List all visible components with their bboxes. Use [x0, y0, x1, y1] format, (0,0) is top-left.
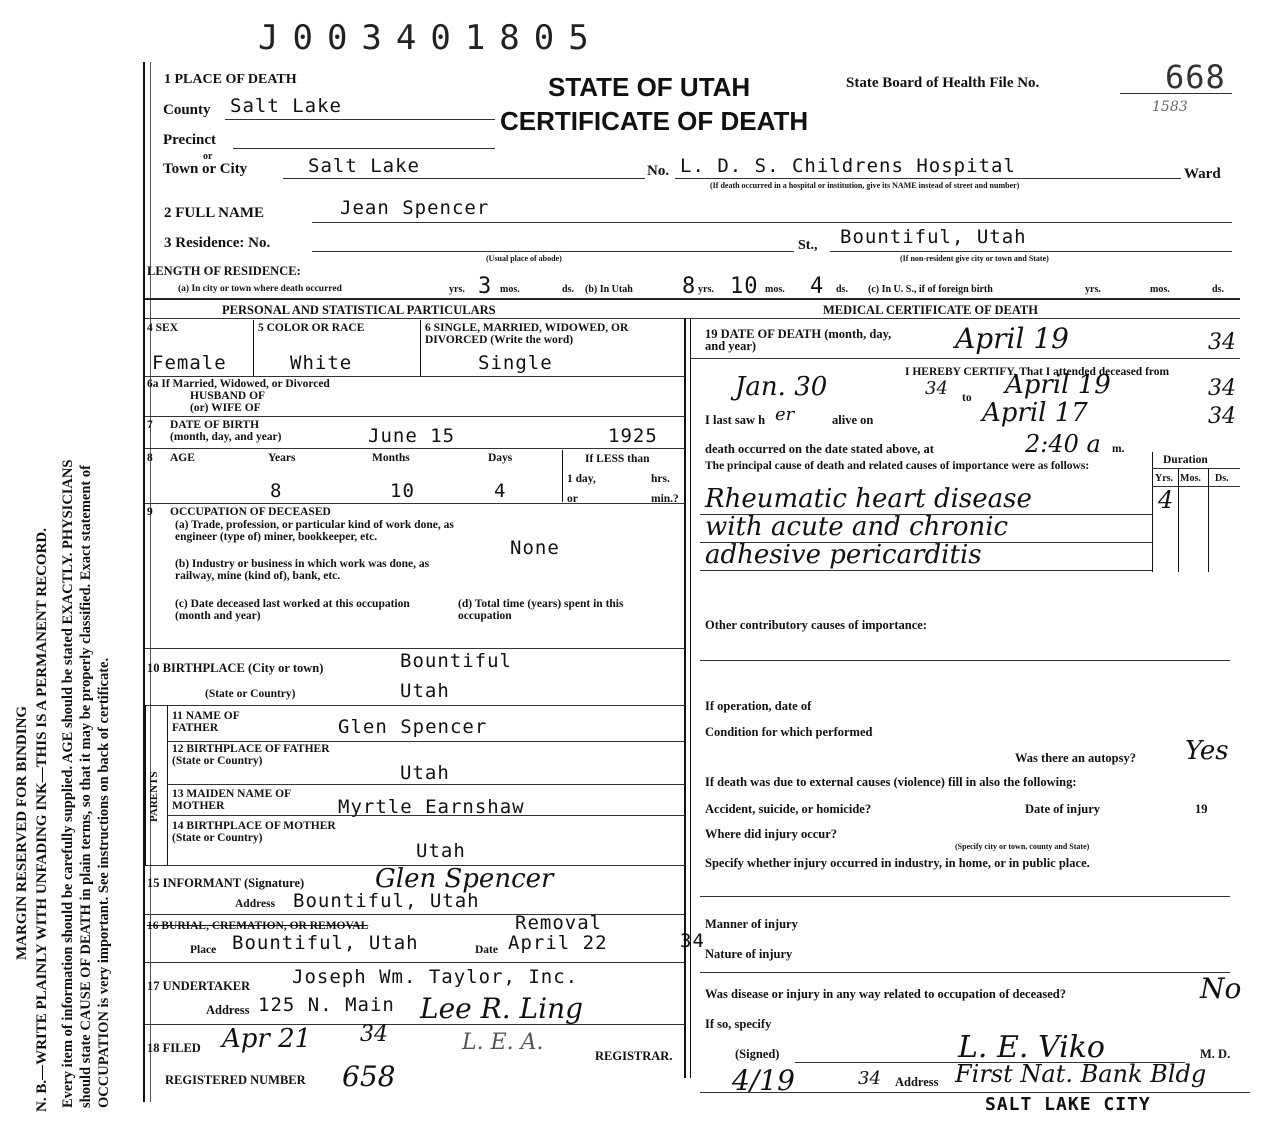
occ-a-label: (a) Trade, profession, or particular kind of work done, as engineer (type of) miner, bookkeeper, etc.	[175, 519, 454, 543]
last-seen-date: April 17	[982, 398, 1088, 428]
or-label-age: or	[567, 493, 578, 505]
registered-number: 658	[342, 1060, 396, 1093]
certify-label: I HEREBY CERTIFY, That I attended deceased from	[905, 366, 1170, 378]
to-label: to	[962, 392, 972, 404]
city-label: Town or City	[163, 161, 248, 177]
burial-place-label: Place	[190, 944, 217, 956]
residence-value: Bountiful, Utah	[840, 226, 1027, 248]
undertaker-signature: Lee R. Ling	[420, 992, 584, 1025]
registrar-signature: L. E. A.	[462, 1030, 544, 1055]
hospital-note: (If death occurred in a hospital or institution, give its NAME instead of street and number)	[710, 181, 1020, 190]
physician-address-label: Address	[895, 1075, 939, 1089]
signed-year: 34	[858, 1068, 881, 1089]
other-causes-label: Other contributory causes of importance:	[705, 618, 927, 632]
birth-state-label: (State or Country)	[205, 688, 296, 700]
residence-note: (Usual place of abode)	[486, 254, 562, 263]
occ-num: 9	[147, 506, 153, 518]
cause-line-3: adhesive pericarditis	[705, 540, 982, 570]
burial-place: Bountiful, Utah	[232, 932, 419, 954]
occupation-related-label: Was disease or injury in any way related to occupation of deceased?	[705, 987, 1066, 1001]
margin-instructions-1: Every item of information should be carefully supplied. AGE should be stated EXACTLY. PHYSICIANS	[60, 459, 76, 1108]
physician-city: SALT LAKE CITY	[985, 1094, 1151, 1115]
parents-label: PARENTS	[148, 771, 160, 822]
nature-label: Nature of injury	[705, 947, 793, 961]
attend-from: Jan. 30	[735, 372, 828, 402]
father-bp-value: Utah	[400, 762, 450, 784]
father-bp-label: 12 BIRTHPLACE OF FATHER (State or Country)	[172, 743, 330, 767]
dob-sub: (month, day, and year)	[170, 431, 282, 443]
color-value: White	[290, 352, 353, 374]
personal-title: PERSONAL AND STATISTICAL PARTICULARS	[222, 303, 496, 317]
father-label: 11 NAME OF FATHER	[172, 710, 240, 734]
dod-label: 19 DATE OF DEATH (month, day, and year)	[705, 327, 892, 353]
years-label: Years	[268, 452, 296, 464]
street-no-label: No.	[647, 163, 670, 179]
alive-label: alive on	[832, 413, 874, 427]
death-time: 2:40 a	[1025, 430, 1101, 458]
occupation-related-value: No	[1200, 972, 1242, 1005]
sex-value: Female	[152, 352, 227, 374]
file-no: 668	[1165, 58, 1226, 96]
hrs-label: hrs.	[651, 473, 670, 485]
undertaker-label: 17 UNDERTAKER	[147, 979, 251, 993]
last-seen-year: 34	[1208, 404, 1236, 429]
signed-label: (Signed)	[735, 1047, 780, 1061]
age-num: 8	[147, 452, 153, 464]
birth-state-value: Utah	[400, 680, 450, 702]
length-c-label: (c) In U. S., if of foreign birth	[868, 284, 993, 295]
form-left-border	[143, 62, 145, 1102]
if-so-label: If so, specify	[705, 1017, 772, 1031]
yrs-label-c: yrs.	[1085, 284, 1101, 295]
m-label: m.	[1112, 443, 1125, 455]
occ-value: None	[510, 537, 560, 559]
informant-label: 15 INFORMANT (Signature)	[147, 876, 305, 890]
dod-year: 34	[1208, 330, 1236, 355]
place-of-death-label: 1 PLACE OF DEATH	[164, 72, 297, 87]
physician-address: First Nat. Bank Bldg	[955, 1060, 1207, 1088]
filed-label: 18 FILED	[147, 1041, 201, 1055]
occ-label: OCCUPATION OF DECEASED	[170, 506, 331, 518]
dob-label: DATE OF BIRTH	[170, 419, 260, 431]
where-note: (Specify city or town, county and State)	[955, 842, 1090, 851]
day-label: 1 day,	[567, 473, 596, 485]
occ-b-label: (b) Industry or business in which work was done, as railway, mine (kind of), bank, etc.	[175, 558, 430, 582]
mother-label: 13 MAIDEN NAME OF MOTHER	[172, 788, 291, 812]
state-title: STATE OF UTAH	[548, 72, 751, 102]
cause-line-2: with acute and chronic	[705, 512, 1009, 542]
filed-year: 34	[360, 1022, 388, 1047]
length-b-yrs: 8	[682, 274, 697, 299]
physician-signature: L. E. Viko	[958, 1030, 1105, 1065]
occ-d-label: (d) Total time (years) spent in this occupation	[458, 598, 624, 622]
death-time-label: death occurred on the date stated above, at	[705, 442, 934, 456]
spouse-label-1: 6a If Married, Widowed, or Divorced	[147, 378, 330, 390]
form-left-border-inner	[150, 62, 151, 1102]
length-b-label: (b) In Utah	[585, 284, 633, 295]
marital-label: 6 SINGLE, MARRIED, WIDOWED, OR DIVORCED (Write the word)	[425, 322, 629, 346]
mother-value: Myrtle Earnshaw	[338, 796, 525, 818]
ds-label-a: ds.	[562, 284, 574, 295]
autopsy-value: Yes	[1185, 736, 1229, 766]
full-name-value: Jean Spencer	[340, 197, 490, 219]
attend-to: April 19	[1005, 370, 1111, 400]
residence-note-2: (If non-resident give city or town and State)	[900, 254, 1049, 263]
duration-years: 4	[1158, 486, 1174, 514]
father-value: Glen Spencer	[338, 716, 488, 738]
hospital-value: L. D. S. Childrens Hospital	[680, 155, 1016, 177]
burial-date-label: Date	[475, 944, 498, 956]
marital-value: Single	[478, 352, 553, 374]
certificate-title: CERTIFICATE OF DEATH	[500, 106, 809, 136]
duration-ds-label: Ds.	[1215, 473, 1229, 484]
burial-value: Removal	[515, 912, 603, 934]
length-b-mos: 10	[730, 274, 759, 299]
where-label: Where did injury occur?	[705, 827, 838, 841]
color-label: 5 COLOR OR RACE	[258, 322, 365, 334]
street-label: St.,	[798, 238, 818, 253]
informant-signature: Glen Spencer	[375, 864, 554, 894]
center-divider	[684, 318, 686, 1078]
address-label-informant: Address	[235, 898, 276, 910]
age-label: AGE	[170, 452, 195, 464]
last-seen-label: I last saw h	[705, 413, 766, 427]
precinct-label: Precinct	[163, 132, 217, 148]
margin-binding-text: MARGIN RESERVED FOR BINDING	[14, 705, 30, 960]
burial-label: 16 BURIAL, CREMATION, OR REMOVAL	[147, 920, 369, 932]
sex-label: 4 SEX	[147, 322, 178, 334]
cause-line-1: Rheumatic heart disease	[705, 484, 1032, 514]
birthplace-label: 10 BIRTHPLACE (City or town)	[147, 661, 324, 675]
county-label: County	[163, 102, 211, 118]
duration-yrs-label: Yrs.	[1155, 473, 1174, 484]
external-label: If death was due to external causes (violence) fill in also the following:	[705, 775, 1077, 789]
attend-to-year: 34	[1208, 376, 1236, 401]
mos-label-a: mos.	[500, 284, 520, 295]
mother-bp-value: Utah	[416, 840, 466, 862]
mos-label-b: mos.	[765, 284, 785, 295]
spouse-label-2: HUSBAND OF	[190, 390, 266, 402]
serial-number: J003401805	[258, 18, 603, 58]
undertaker-address-label: Address	[206, 1003, 250, 1017]
county-value: Salt Lake	[230, 95, 342, 117]
dob-year: 1925	[608, 425, 658, 447]
informant-address: Bountiful, Utah	[293, 890, 480, 912]
signed-date: 4/19	[732, 1064, 795, 1097]
yrs-label-b: yrs.	[698, 284, 714, 295]
condition-label: Condition for which performed	[705, 725, 873, 739]
margin-instructions-2: should state CAUSE OF DEATH in plain terms, so that it may be properly classified. Exact statement of	[78, 465, 94, 1108]
dob-value: June 15	[368, 425, 456, 447]
margin-instructions-3: OCCUPATION is very important. See instructions on back of certificate.	[96, 657, 112, 1108]
filed-value: Apr 21	[222, 1024, 312, 1054]
birthplace-value: Bountiful	[400, 650, 512, 672]
undertaker-value: Joseph Wm. Taylor, Inc.	[292, 966, 579, 988]
length-a-label: (a) In city or town where death occurred	[178, 284, 342, 294]
months-label: Months	[372, 452, 410, 464]
registered-number-label: REGISTERED NUMBER	[165, 1073, 306, 1087]
autopsy-label: Was there an autopsy?	[1015, 751, 1136, 765]
ward-label: Ward	[1184, 166, 1221, 182]
injury-date-label: Date of injury	[1025, 802, 1100, 816]
last-seen-her: er	[775, 404, 795, 425]
min-label: min.?	[651, 493, 679, 505]
age-months: 10	[390, 480, 415, 502]
mother-bp-label: 14 BIRTHPLACE OF MOTHER (State or Country)	[172, 820, 336, 844]
residence-label: 3 Residence: No.	[164, 235, 271, 251]
manner-label: Manner of injury	[705, 917, 798, 931]
margin-nb-text: N. B.—WRITE PLAINLY WITH UNFADING INK—THIS IS A PERMANENT RECORD.	[34, 528, 50, 1112]
burial-year: 34	[680, 930, 705, 952]
undertaker-address: 125 N. Main	[258, 994, 395, 1016]
center-divider-2	[690, 318, 691, 1078]
yrs-label-a: yrs.	[449, 284, 465, 295]
or-label: or	[203, 151, 213, 162]
burial-date: April 22	[508, 932, 608, 954]
operation-label: If operation, date of	[705, 699, 812, 713]
duration-mos-label: Mos.	[1180, 473, 1201, 484]
file-no-secondary: 1583	[1152, 99, 1188, 115]
age-years: 8	[270, 480, 283, 502]
attend-from-year: 34	[925, 378, 948, 399]
specify-label: Specify whether injury occurred in industry, in home, or in public place.	[705, 856, 1090, 870]
accident-label: Accident, suicide, or homicide?	[705, 802, 872, 816]
occ-c-label: (c) Date deceased last worked at this occupation (month and year)	[175, 598, 410, 622]
ds-label-c: ds.	[1212, 284, 1224, 295]
file-no-label: State Board of Health File No.	[846, 75, 1040, 91]
dob-num: 7	[147, 419, 153, 431]
days-label: Days	[488, 452, 513, 464]
full-name-label: 2 FULL NAME	[164, 205, 265, 221]
length-a-mos: 3	[478, 274, 493, 299]
md-label: M. D.	[1200, 1047, 1231, 1061]
registrar-label: REGISTRAR.	[595, 1049, 673, 1063]
ds-label-b: ds.	[836, 284, 848, 295]
duration-label: Duration	[1163, 454, 1208, 466]
age-days: 4	[494, 480, 507, 502]
less-label: If LESS than	[585, 453, 650, 465]
mos-label-c: mos.	[1150, 284, 1170, 295]
injury-nineteen: 19	[1195, 802, 1208, 816]
dod-value: April 19	[955, 322, 1069, 355]
spouse-label-3: (or) WIFE OF	[190, 402, 261, 414]
length-residence-label: LENGTH OF RESIDENCE:	[147, 264, 301, 278]
city-value: Salt Lake	[308, 155, 420, 177]
cause-label: The principal cause of death and related causes of importance were as follows:	[705, 460, 1090, 472]
medical-title: MEDICAL CERTIFICATE OF DEATH	[823, 303, 1038, 317]
length-b-ds: 4	[810, 274, 825, 299]
